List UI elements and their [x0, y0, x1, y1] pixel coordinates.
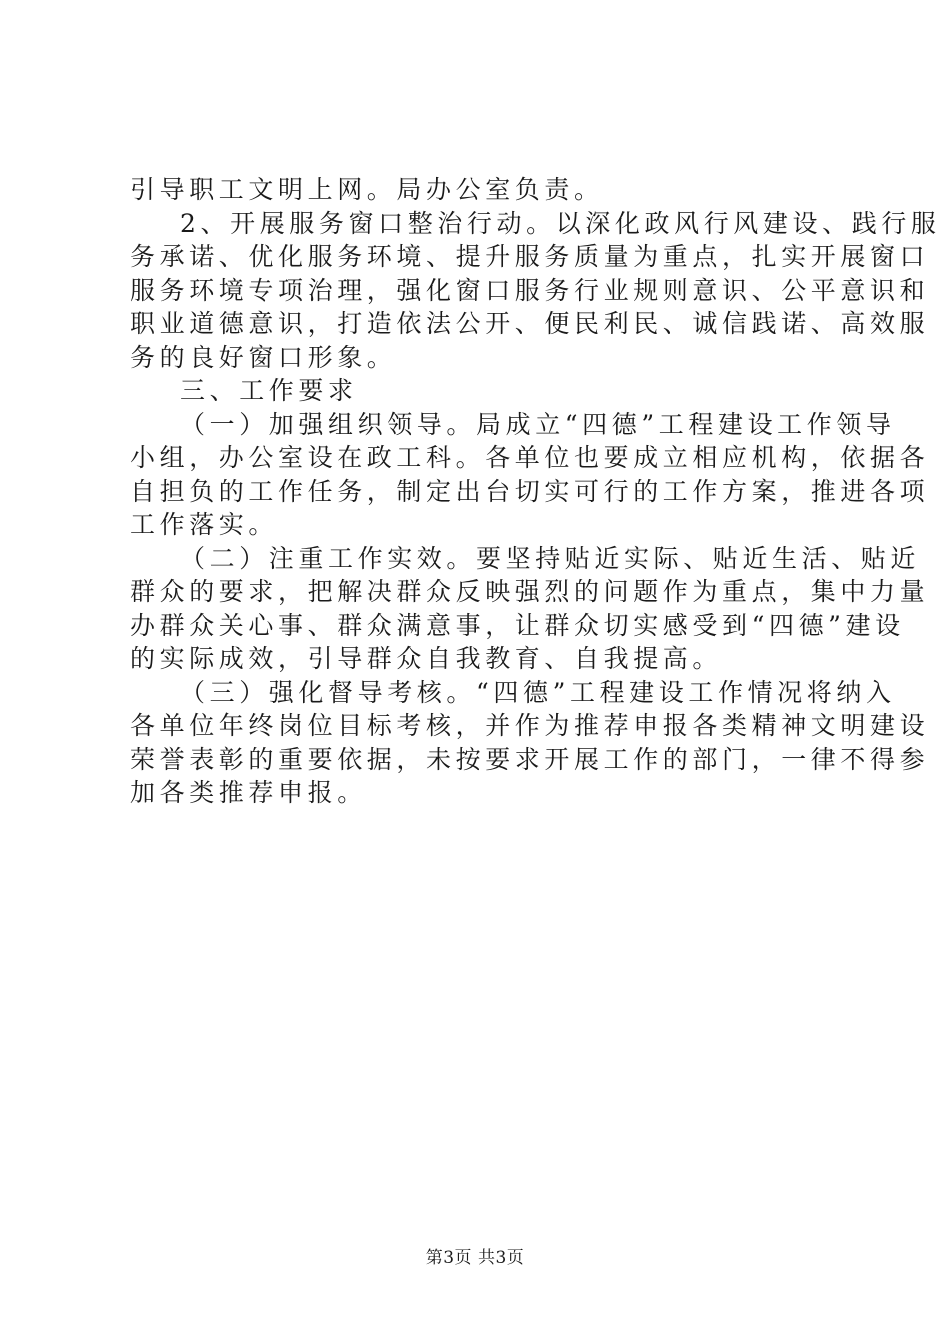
text-line-6: 务的良好窗口形象。: [130, 342, 397, 372]
text-line-7: 三、工作要求: [180, 376, 358, 405]
text-line-16: （三）强化督导考核。“四德”工程建设工作情况将纳入: [180, 677, 896, 707]
text-line-17: 各单位年终岗位目标考核，并作为推荐申报各类精神文明建设: [130, 711, 930, 740]
document-body: [130, 173, 941, 810]
text-line-11: 工作落实。: [130, 510, 279, 539]
text-line-15: 的实际成效，引导群众自我教育、自我提高。: [130, 644, 723, 673]
text-line-19: 加各类推荐申报。: [130, 778, 367, 807]
text-line-2: 2、开展服务窗口整治行动。以深化政风行风建设、践行服: [180, 208, 941, 238]
text-line-12: （二）注重工作实效。要坚持贴近实际、贴近生活、贴近: [180, 543, 921, 573]
text-line-4: 服务环境专项治理，强化窗口服务行业规则意识、公平意识和: [130, 275, 930, 305]
text-line-8: （一）加强组织领导。局成立“四德”工程建设工作领导: [180, 409, 896, 439]
text-line-3: 务承诺、优化服务环境、提升服务质量为重点，扎实开展窗口: [130, 242, 930, 271]
page-number-label: 第3页 共3页: [425, 1248, 525, 1268]
page-footer: [0, 1243, 950, 1268]
text-line-10: 自担负的工作任务，制定出台切实可行的工作方案，推进各项: [130, 476, 930, 506]
text-line-14: 办群众关心事、群众满意事，让群众切实感受到“四德”建设: [130, 610, 905, 640]
text-line-1: 引导职工文明上网。局办公室负责。: [130, 175, 604, 204]
text-line-13: 群众的要求，把解决群众反映强烈的问题作为重点，集中力量: [130, 577, 930, 606]
text-line-5: 职业道德意识，打造依法公开、便民利民、诚信践诺、高效服: [130, 309, 930, 338]
text-line-9: 小组，办公室设在政工科。各单位也要成立相应机构，依据各: [130, 443, 930, 472]
text-line-18: 荣誉表彰的重要依据，未按要求开展工作的部门，一律不得参: [130, 744, 930, 774]
